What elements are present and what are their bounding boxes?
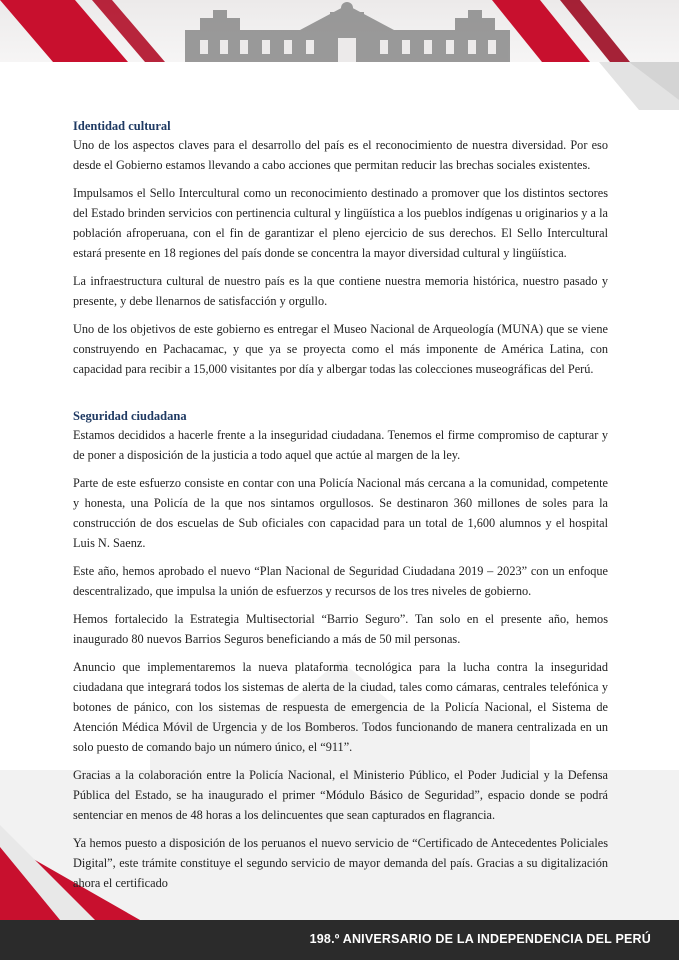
corner-decoration [559, 0, 679, 110]
paragraph: La infraestructura cultural de nuestro país es la que contiene nuestra memoria histórica, nuestro pasado y presente, y debe llenarnos de satisfacción y orgullo. [73, 274, 608, 308]
section-heading-seguridad-ciudadana: Seguridad ciudadana [73, 409, 187, 423]
document-body [73, 117, 608, 901]
paragraph: Este año, hemos aprobado el nuevo “Plan Nacional de Seguridad Ciudadana 2019 – 2023” con un enfoque descentralizado, que impulsa la unión de esfuerzos y recursos de los tres niveles de gobierno. [73, 564, 608, 598]
paragraph: Parte de este esfuerzo consiste en contar con una Policía Nacional más cercana a la comunidad, competente y honesta, una Policía de la que nos sintamos orgullosos. Se destinaron 360 millones de soles para la construcción de dos escuelas de Sub oficiales con capacidad para un total de 1,600 alumnos y el hospital Luis N. Saenz. [73, 476, 608, 550]
paragraph: Gracias a la colaboración entre la Policía Nacional, el Ministerio Público, el Poder Judicial y la Defensa Pública del Estado, se ha inaugurado el primer “Módulo Básico de Seguridad”, espacio donde se podrá sentenciar en menos de 48 horas a los delincuentes que sean capturados en flagrancia. [73, 768, 608, 822]
paragraph: Impulsamos el Sello Intercultural como un reconocimiento destinado a promover que los distintos sectores del Estado brinden servicios con pertinencia cultural y lingüística a los pueblos indígenas u originarios y a la población afroperuana, con el fin de garantizar el pleno ejercicio de sus derechos. El Sello Intercultural estará presente en 18 regiones del país donde se concentra la mayor diversidad cultural y lingüística. [73, 186, 608, 260]
footer-bar [0, 920, 679, 960]
paragraph: Ya hemos puesto a disposición de los peruanos el nuevo servicio de “Certificado de Antecedentes Policiales Digital”, este trámite constituye el segundo servicio de mayor demanda del país. Gracias a su digitalización ahora el certificado [73, 836, 608, 890]
section-heading-identidad-cultural: Identidad cultural [73, 119, 171, 133]
paragraph: Uno de los objetivos de este gobierno es entregar el Museo Nacional de Arqueología (MUNA) que se viene construyendo en Pachacamac, y que ya se proyecta como el más imponente de América Latina, con capacidad para recibir a 15,000 visitantes por día y albergar todas las colecciones museográficas del Perú. [73, 322, 608, 376]
paragraph: Uno de los aspectos claves para el desarrollo del país es el reconocimiento de nuestra diversidad. Por eso desde el Gobierno estamos llevando a cabo acciones que permitan reducir las brechas sociales existentes. [73, 138, 608, 172]
paragraph: Anuncio que implementaremos la nueva plataforma tecnológica para la lucha contra la inseguridad ciudadana que integrará todos los sistemas de alerta de la ciudad, tales como cámaras, centrales telefónica y botones de pánico, con los sistemas de respuesta de emergencia de la Policía Nacional, el Sistema de Atención Médica Móvil de Urgencia y de los Bomberos. Todos funcionando de manera centralizada en un solo puesto de comando bajo un número único, el “911”. [73, 660, 608, 754]
paragraph: Hemos fortalecido la Estrategia Multisectorial “Barrio Seguro”. Tan solo en el presente año, hemos inaugurado 80 nuevos Barrios Seguros beneficiando a más de 50 mil personas. [73, 612, 608, 646]
footer-title: 198.º ANIVERSARIO DE LA INDEPENDENCIA DEL PERÚ [309, 932, 651, 946]
paragraph: Estamos decididos a hacerle frente a la inseguridad ciudadana. Tenemos el firme compromiso de capturar y de poner a disposición de la justicia a todo aquel que actúe al margen de la ley. [73, 428, 608, 462]
